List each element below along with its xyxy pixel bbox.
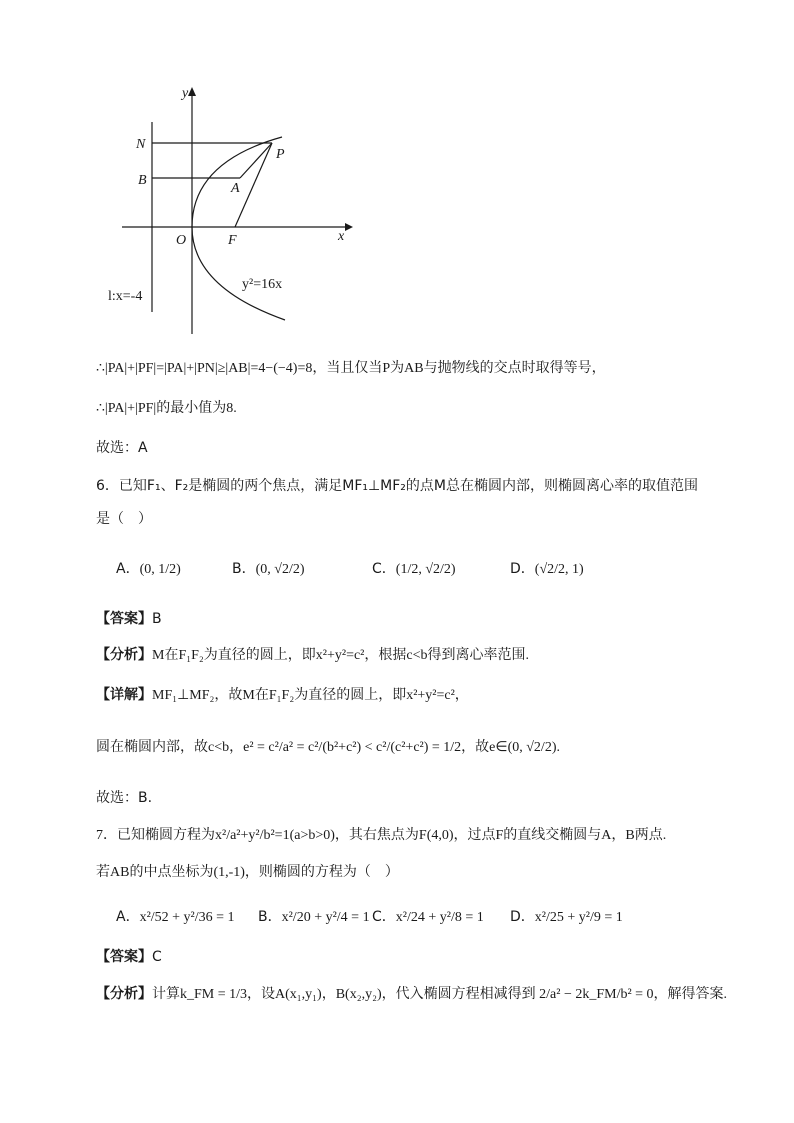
x-axis-arrow — [345, 223, 353, 231]
label-B: B — [138, 173, 147, 188]
label-parabola-equation: y²=16x — [242, 277, 283, 292]
q6-detail-tag: 【详解】 — [96, 687, 152, 703]
q7-option-c — [372, 906, 484, 929]
q7-analysis — [96, 984, 728, 1006]
q6-answer — [96, 608, 704, 630]
q6-answer-value: B — [152, 611, 162, 627]
q7-option-d-label: D． — [510, 909, 535, 925]
solution-line-2: ∴|PA|+|PF|的最小值为8. — [96, 401, 237, 416]
parabola-figure — [100, 82, 370, 342]
q6-detail-1 — [96, 684, 704, 707]
q6-analysis-tag: 【分析】 — [96, 647, 152, 663]
q6-analysis-text: M在F₁F₂为直径的圆上，即x²+y²=c²，根据c<b得到离心率范围. — [152, 648, 529, 663]
q6-detail-2: 圆在椭圆内部，故c<b，e² = c²/a² = c²/(b²+c²) < c²/(c²+c²) = 1/2，故e∈(0, √2/2). — [96, 740, 560, 755]
q7-option-d-text: x²/25 + y²/9 = 1 — [534, 910, 623, 925]
label-A: A — [231, 181, 240, 196]
q6-option-a — [116, 558, 181, 581]
q6-answer-tag: 【答案】 — [96, 611, 152, 627]
q6-option-b-label: B． — [232, 561, 256, 577]
q7-analysis-text: 计算k_FM = 1/3，设A(x₁,y₁)，B(x₂,y₂)，代入椭圆方程相减得到 2/a² − 2k_FM/b² = 0，解得答案. — [152, 987, 728, 1002]
q6-option-a-label: A． — [116, 561, 140, 577]
parabola-diagram — [100, 82, 370, 342]
y-axis-arrow — [188, 87, 196, 96]
q7-option-a-text: x²/52 + y²/36 = 1 — [139, 910, 235, 925]
q6-option-b-text: (0, √2/2) — [255, 562, 305, 577]
parabola-curve — [192, 137, 285, 320]
label-N: N — [136, 137, 146, 152]
segment-PF — [235, 143, 272, 227]
q6-stem-1: 6．已知F₁、F₂是椭圆的两个焦点，满足MF₁⊥MF₂的点M总在椭圆内部，则椭圆离心率的取值范围 — [96, 478, 698, 494]
q7-option-c-text: x²/24 + y²/8 = 1 — [395, 910, 484, 925]
q6-option-c — [372, 558, 456, 581]
q6-option-c-label: C． — [372, 561, 396, 577]
q6-analysis — [96, 644, 704, 667]
q7-option-d — [510, 906, 623, 929]
q7-option-b-label: B． — [258, 909, 282, 925]
q6-option-d — [510, 558, 584, 581]
q7-option-a — [116, 906, 235, 929]
q6-option-d-label: D． — [510, 561, 535, 577]
q6-stem-2: 是（ ） — [96, 511, 152, 527]
segment-PA — [240, 143, 272, 178]
label-directrix: l:x=-4 — [108, 289, 143, 304]
label-P: P — [276, 147, 285, 162]
q6-detail-text-1: MF₁⊥MF₂，故M在F₁F₂为直径的圆上，即x²+y²=c²， — [152, 688, 469, 703]
q7-answer — [96, 946, 704, 968]
q6-option-c-text: (1/2, √2/2) — [395, 562, 456, 577]
solution-line-1: ∴|PA|+|PF|=|PA|+|PN|≥|AB|=4−(−4)=8，当且仅当P为AB与抛物线的交点时取得等号， — [96, 361, 606, 376]
choose-line-1: 故选：A — [96, 440, 148, 456]
q6-option-d-text: (√2/2, 1) — [534, 562, 584, 577]
q6-choose: 故选：B. — [96, 790, 153, 806]
q7-option-b-text: x²/20 + y²/4 = 1 — [281, 910, 370, 925]
q7-stem-2: 若AB的中点坐标为(1,-1)，则椭圆的方程为（ ） — [96, 865, 399, 880]
label-x: x — [338, 229, 345, 244]
label-O: O — [176, 233, 187, 248]
q7-analysis-tag: 【分析】 — [96, 987, 152, 1002]
label-y: y — [182, 86, 189, 101]
q7-option-c-label: C． — [372, 909, 396, 925]
q7-answer-value: C — [152, 949, 162, 965]
q6-option-b — [232, 558, 305, 581]
q7-stem-1: 7．已知椭圆方程为x²/a²+y²/b²=1(a>b>0)，其右焦点为F(4,0)，过点F的直线交椭圆与A，B两点. — [96, 828, 667, 843]
q6-option-a-text: (0, 1/2) — [139, 562, 181, 577]
q7-option-b — [258, 906, 370, 929]
label-F: F — [228, 233, 237, 248]
q7-answer-tag: 【答案】 — [96, 949, 152, 965]
q7-option-a-label: A． — [116, 909, 140, 925]
